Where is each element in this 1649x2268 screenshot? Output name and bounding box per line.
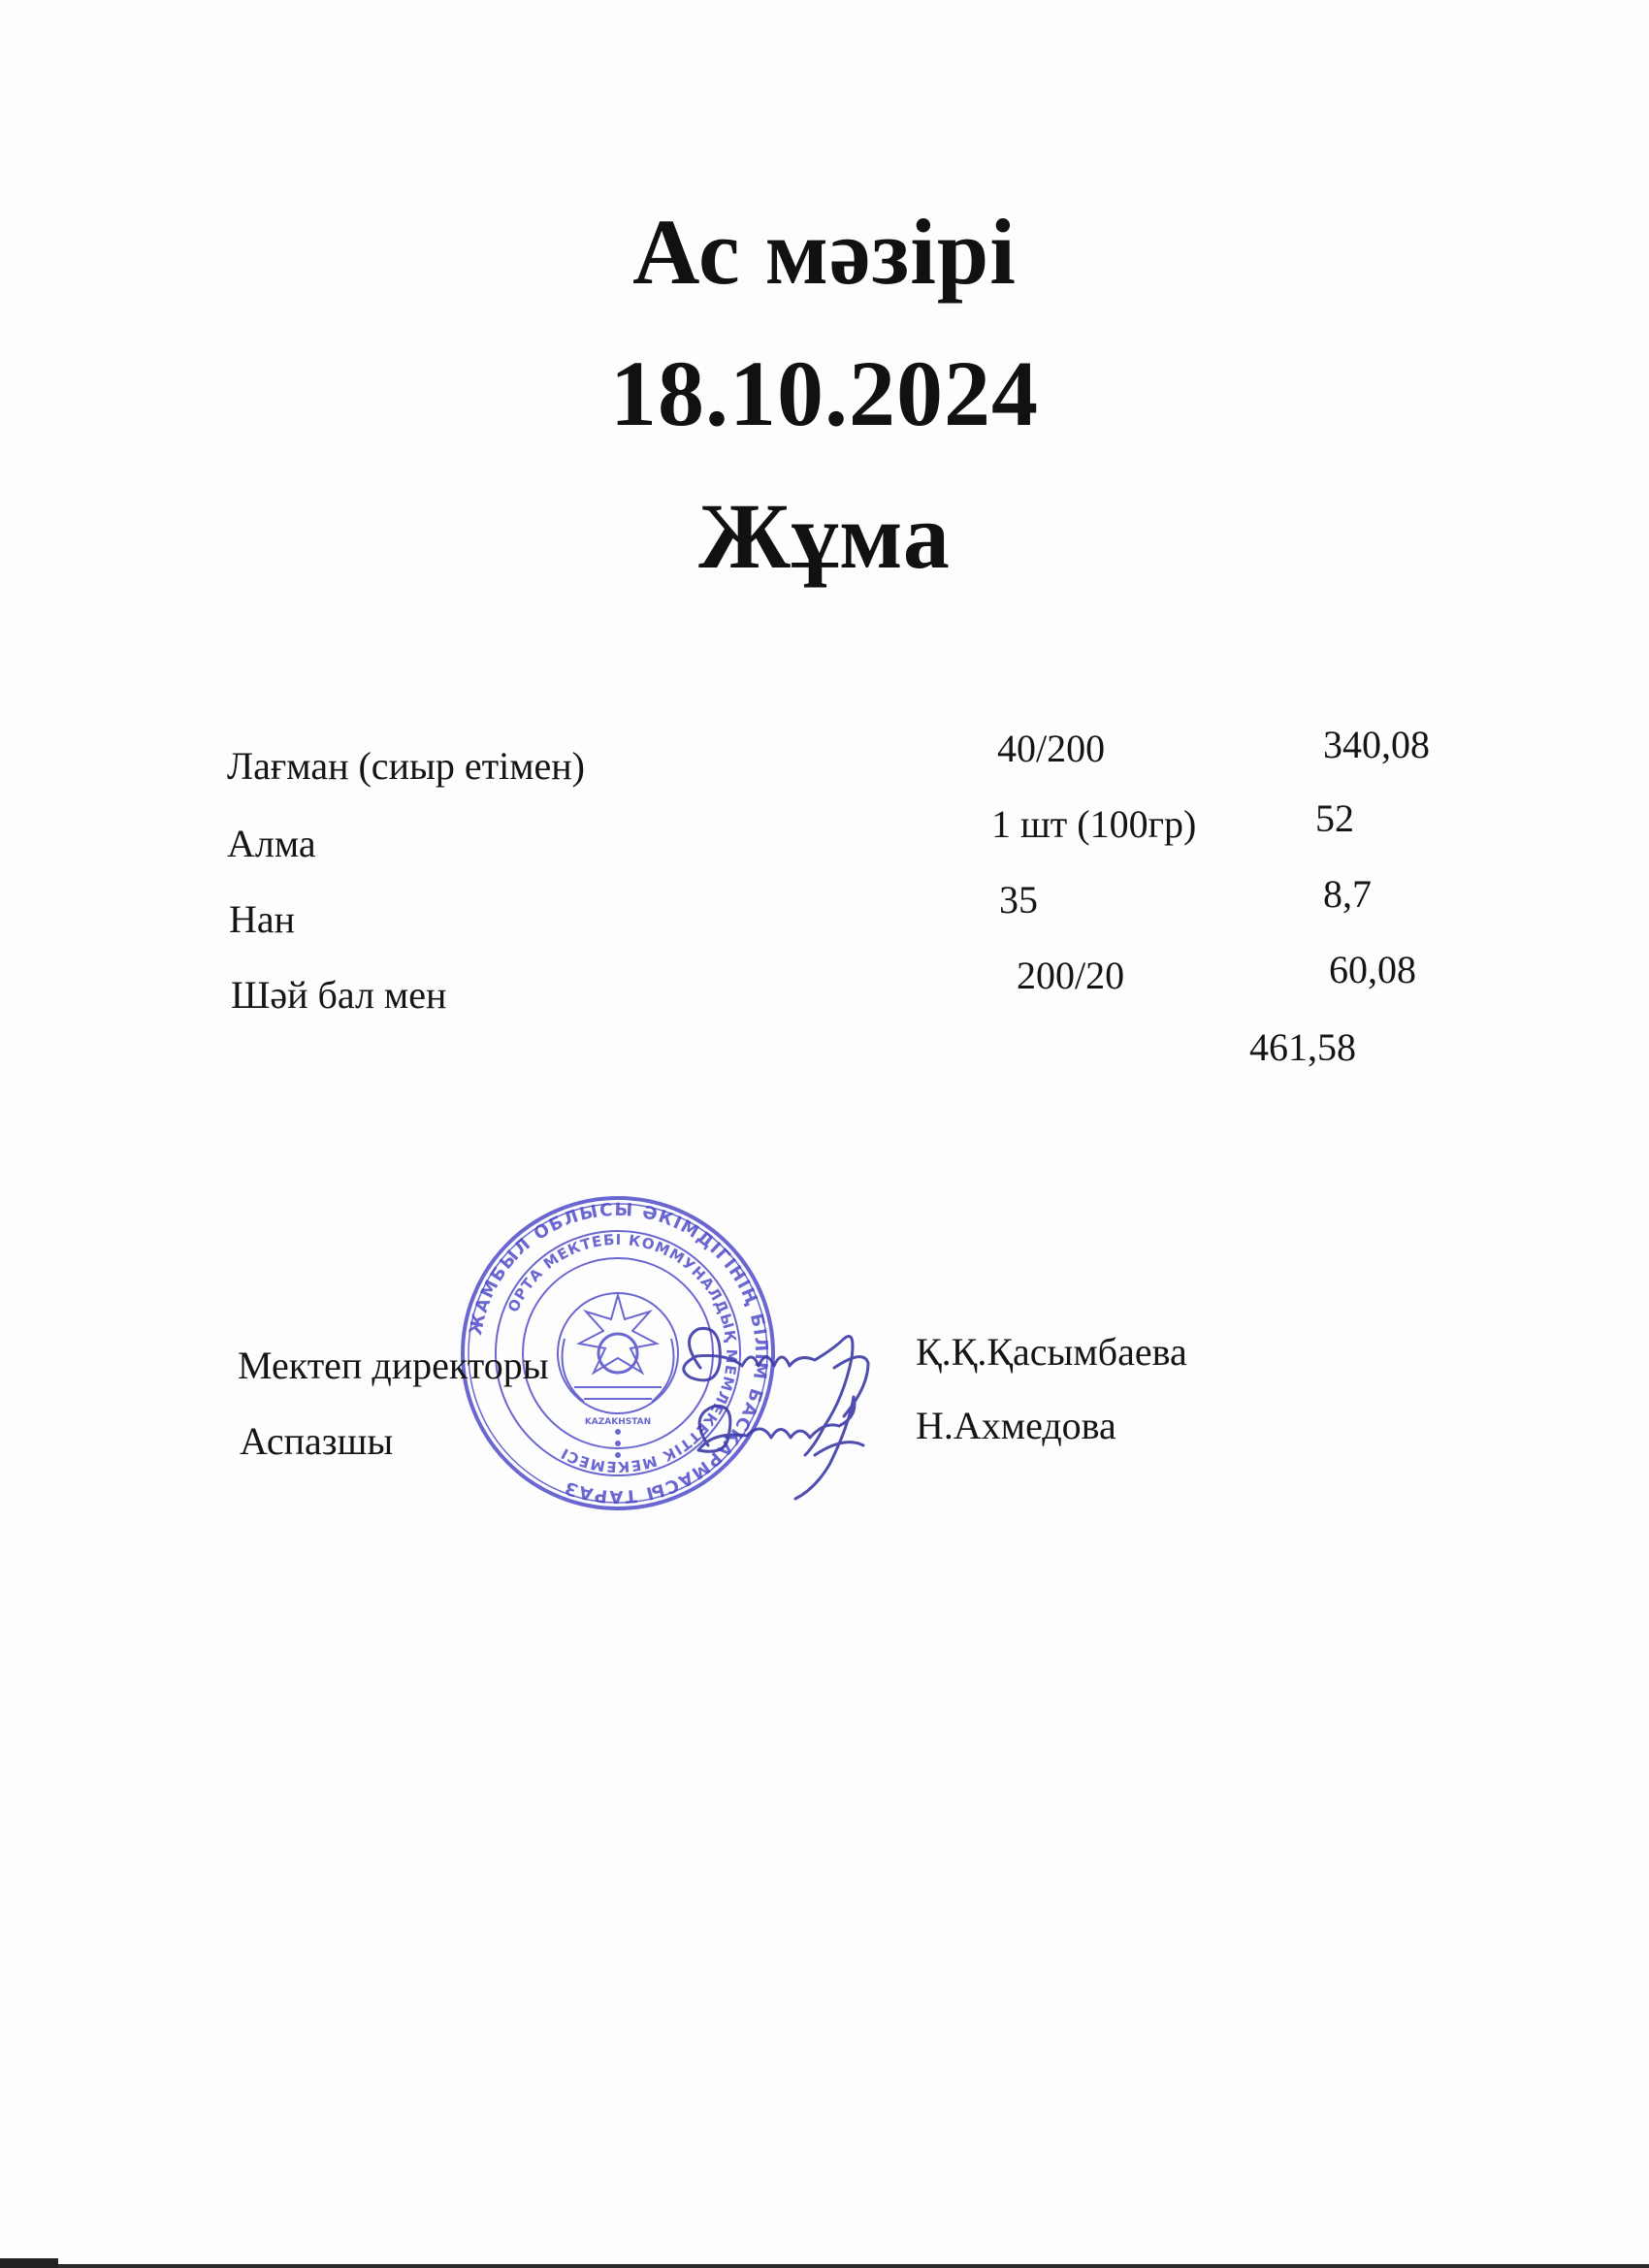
menu-item-calories: 52	[1315, 796, 1354, 840]
document-title: Ас мәзірі	[632, 200, 1017, 304]
menu-item-portion: 40/200	[997, 727, 1106, 770]
document-weekday: Жұма	[698, 484, 951, 588]
menu-item-calories: 340,08	[1323, 723, 1430, 766]
stamp-center-text: KAZAKHSTAN	[584, 1417, 652, 1427]
menu-total: 461,58	[1249, 1025, 1356, 1069]
menu-item-name: Лағман (сиыр етімен)	[227, 744, 585, 788]
menu-item-calories: 8,7	[1323, 872, 1372, 916]
cook-name: Н.Ахмедова	[916, 1404, 1116, 1447]
cook-role-label: Аспазшы	[240, 1419, 394, 1463]
director-role-label: Мектеп директоры	[238, 1344, 549, 1387]
menu-item-calories: 60,08	[1329, 948, 1416, 991]
document-date: 18.10.2024	[610, 341, 1039, 445]
stamp-inner-text: ОРТА МЕКТЕБІ КОММУНАЛДЫҚ МЕМЛЕКЕТТІК МЕКЕМЕСІ	[503, 1230, 741, 1476]
scan-corner-mark	[0, 2258, 58, 2268]
menu-item-portion: 1 шт (100гр)	[991, 802, 1197, 846]
handwritten-signatures	[669, 1310, 892, 1504]
menu-item-name: Шәй бал мен	[231, 973, 447, 1017]
menu-item-name: Алма	[227, 822, 316, 865]
menu-item-name: Нан	[229, 897, 296, 941]
director-name: Қ.Қ.Қасымбаева	[916, 1330, 1187, 1374]
stamp-outer-text: ЖАМБЫЛ ОБЛЫСЫ ӘКІМДІГІНІҢ БІЛІМ БАСҚАРМАСЫ ТАРАЗ	[465, 1199, 772, 1507]
menu-item-portion: 35	[999, 878, 1038, 922]
menu-item-portion: 200/20	[1017, 954, 1125, 997]
scan-bottom-edge	[0, 2264, 1649, 2268]
